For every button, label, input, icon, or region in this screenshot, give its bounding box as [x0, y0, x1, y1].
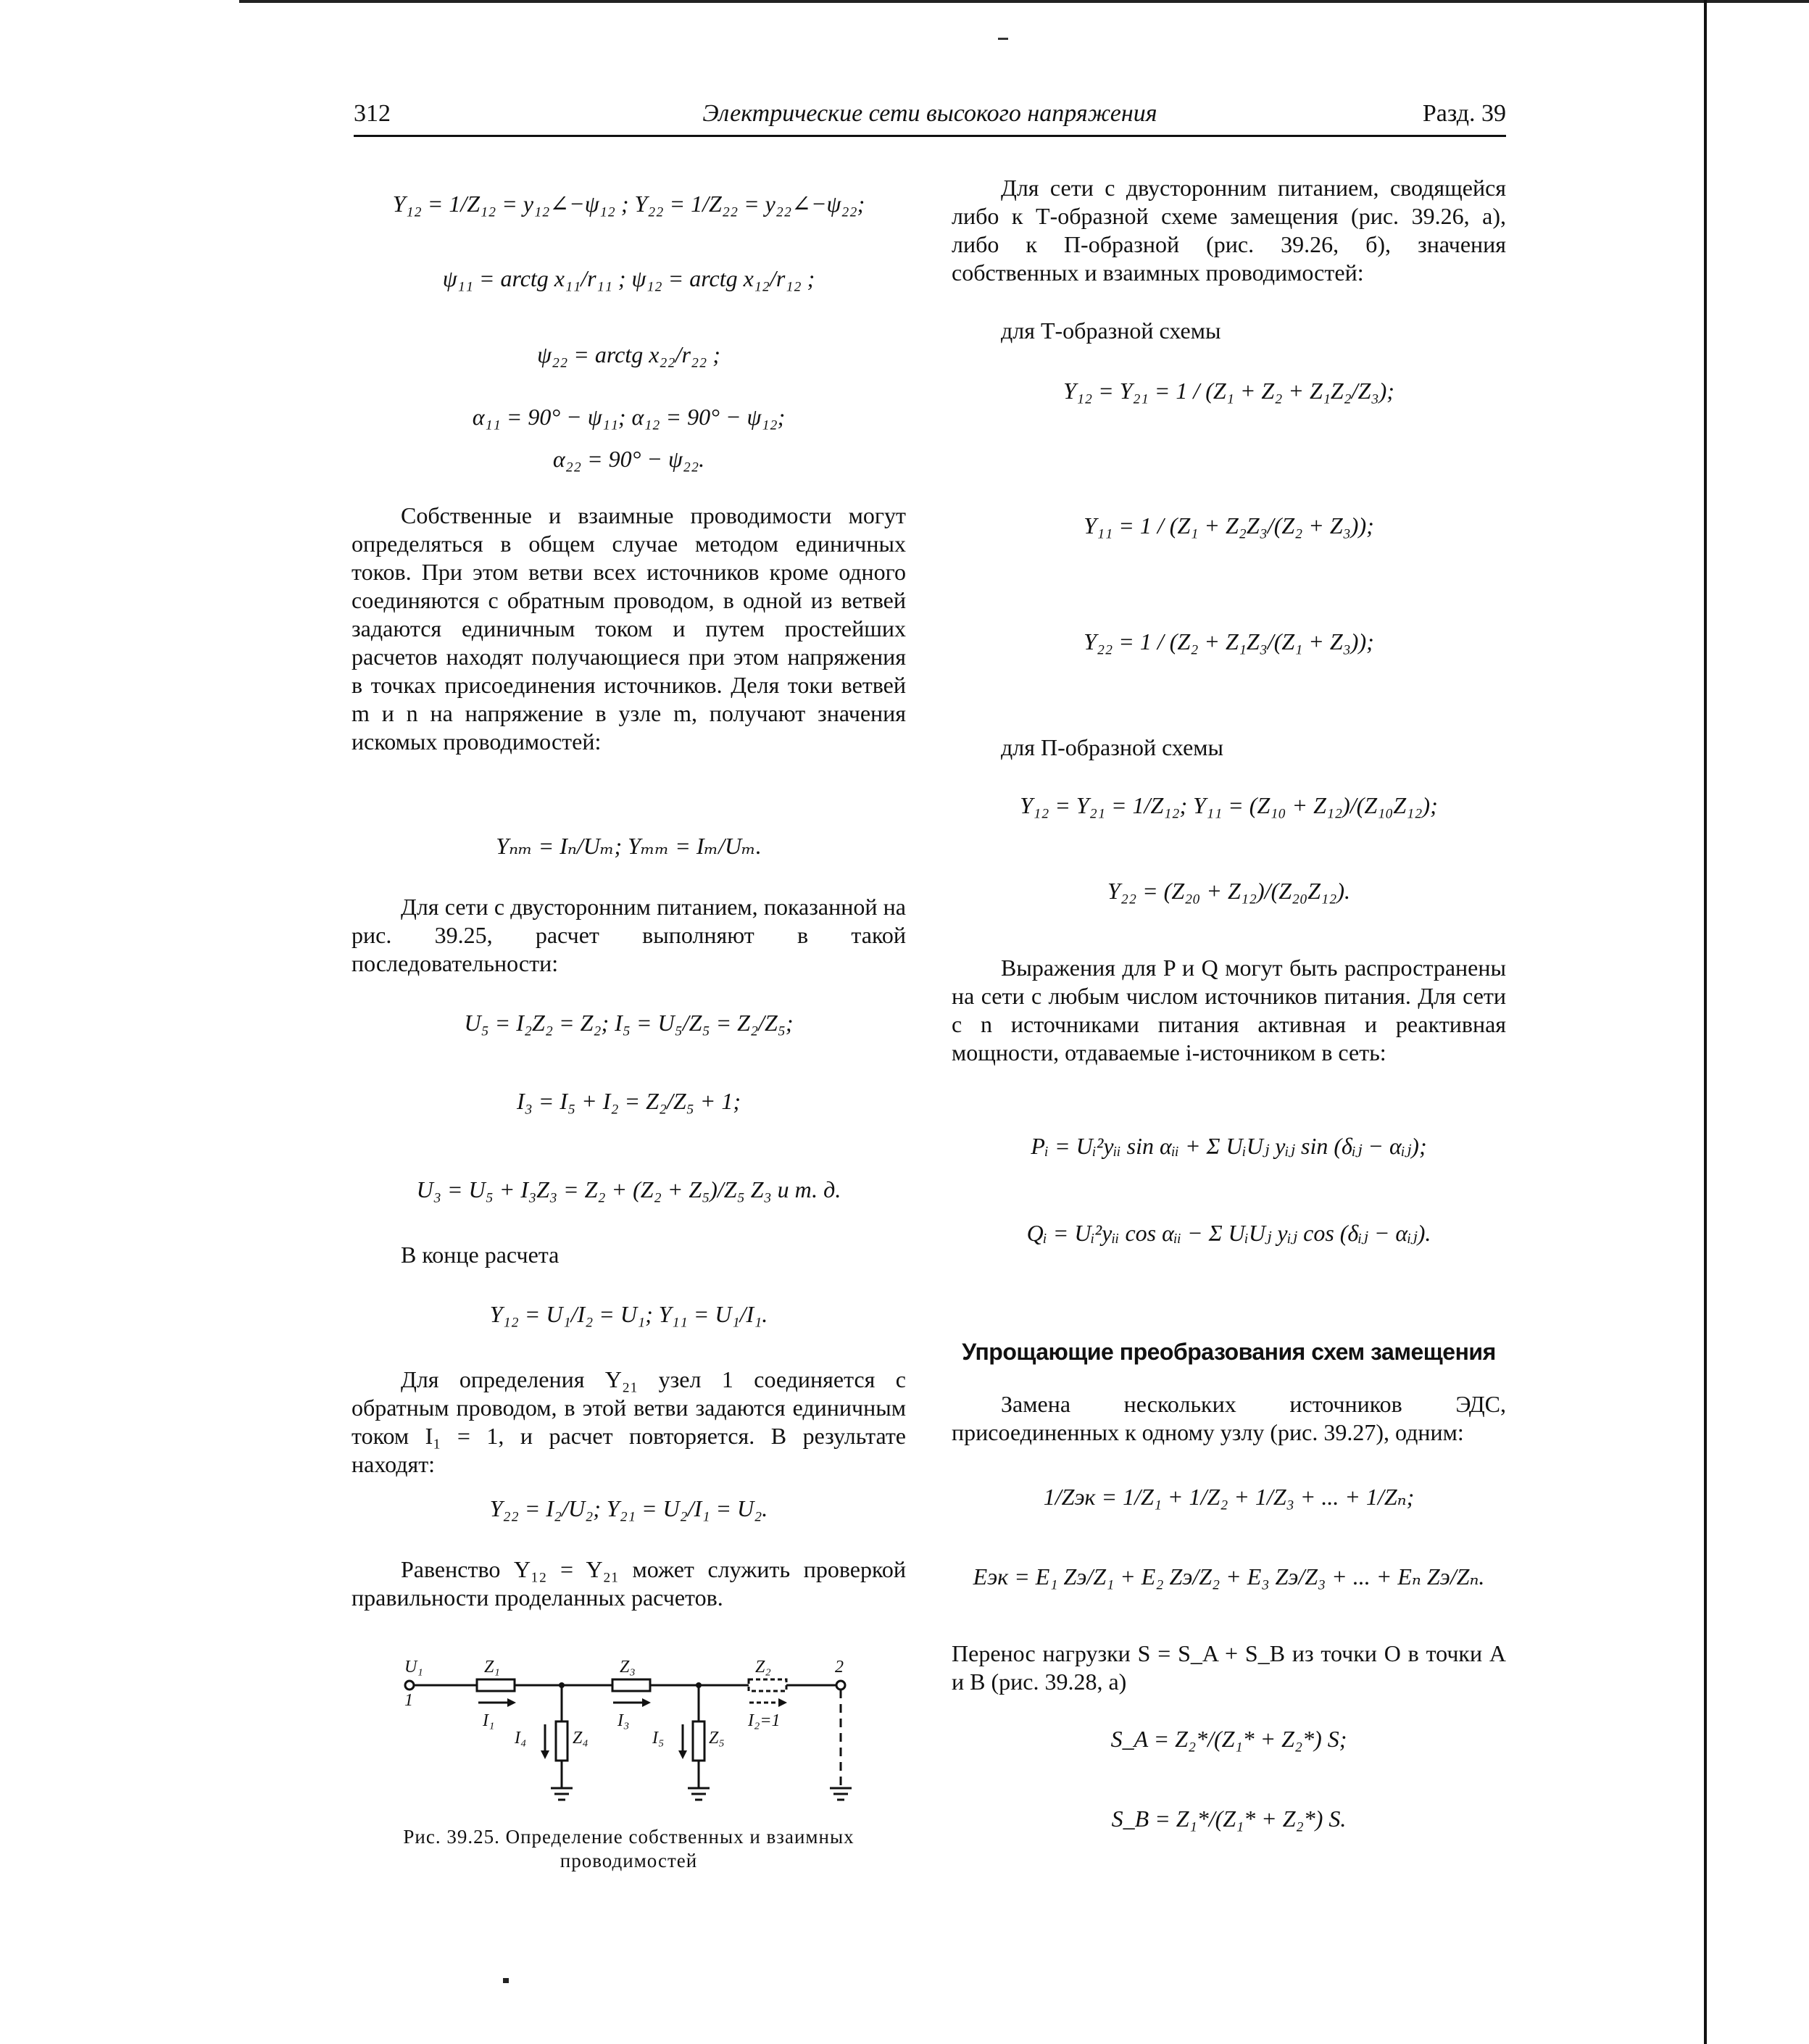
circuit-label: I₁ [483, 1711, 495, 1730]
formula-reactive-power: Qᵢ = Uᵢ²yᵢᵢ cos αᵢᵢ − Σ UᵢUⱼ yᵢⱼ cos (δᵢⱼ − αᵢⱼ). [1026, 1220, 1431, 1246]
formula-pi-y22: Y₂₂ = (Z₂₀ + Z₁₂)/(Z₂₀Z₁₂). [1107, 878, 1350, 904]
paragraph: для П-образной схемы [1001, 734, 1224, 760]
right-border-line [1704, 0, 1707, 2044]
formula-z-eq: 1/Zэк = 1/Z₁ + 1/Z₂ + 1/Z₃ + ... + 1/Zₙ; [1043, 1484, 1415, 1510]
page-number: 312 [354, 100, 391, 127]
running-head [354, 100, 1506, 133]
formula-pi-y12: Y₁₂ = Y₂₁ = 1/Z₁₂; Y₁₁ = (Z₁₀ + Z₁₂)/(Z₁₀Z₁₂); [1020, 792, 1438, 818]
circuit-label: Z₂ [755, 1658, 771, 1677]
circuit-label: I₃ [617, 1711, 630, 1730]
circuit-label: Z₄ [573, 1729, 589, 1748]
formula-y22: Y₂₂ = I₂/U₂; Y₂₁ = U₂/I₁ = U₂. [489, 1495, 768, 1521]
paragraph: Для сети с двусторонним питанием, показанной на рис. 39.25, расчет выполняют в такой последовательности: [352, 894, 906, 976]
formula-e-eq: Eэк = E₁ Zэ/Z₁ + E₂ Zэ/Z₂ + E₃ Zэ/Z₃ + ... + Eₙ Zэ/Zₙ. [973, 1563, 1485, 1590]
formula-i3: I₃ = I₅ + I₂ = Z₂/Z₅ + 1; [516, 1088, 741, 1114]
section-label: Разд. 39 [1422, 100, 1506, 127]
circuit-label: Z₁ [484, 1658, 500, 1677]
formula-active-power: Pᵢ = Uᵢ²yᵢᵢ sin αᵢᵢ + Σ UᵢUⱼ yᵢⱼ sin (δᵢⱼ − αᵢⱼ); [1031, 1133, 1427, 1159]
formula-t-y22: Y₂₂ = 1 / (Z₂ + Z₁Z₃/(Z₁ + Z₃)); [1084, 628, 1374, 655]
circuit-label: U₁ [404, 1658, 423, 1677]
formula-end: Y₁₂ = U₁/I₂ = U₁; Y₁₁ = U₁/I₁. [489, 1301, 768, 1327]
paragraph: Замена нескольких источников ЭДС, присоединенных к одному узлу (рис. 39.27), одним: [952, 1391, 1506, 1445]
paragraph: Для определения Y₂₁ узел 1 соединяется с обратным проводом, в этой ветви задаются единичным током I₁ = 1, и расчет повторяется. В результате находят: [352, 1366, 906, 1477]
top-border-line [239, 0, 1809, 3]
formula-sa: S_A = Z₂*/(Z₁* + Z₂*) S; [1110, 1726, 1347, 1752]
formula-t-y12: Y₁₂ = Y₂₁ = 1 / (Z₁ + Z₂ + Z₁Z₂/Z₃); [1063, 378, 1394, 404]
formula-u5: U₅ = I₂Z₂ = Z₂; I₅ = U₅/Z₅ = Z₂/Z₅; [464, 1010, 794, 1036]
figure-caption: Рис. 39.25. Определение собственных и взаимных проводимостей [403, 1826, 854, 1871]
formula-psi: ψ₁₁ = arctg x₁₁/r₁₁ ; ψ₁₂ = arctg x₁₂/r₁₂ ; [442, 265, 815, 291]
circuit-label: I₅ [652, 1729, 665, 1748]
circuit-label: I₄ [515, 1729, 527, 1748]
header-rule [354, 135, 1506, 137]
paragraph: Выражения для P и Q могут быть распространены на сети с любым числом источников питания. Для сети с n источниками питания активная и реактивная мощности, отдаваемые i-источником в сеть: [952, 955, 1506, 1065]
formula-u3: U₃ = U₅ + I₃Z₃ = Z₂ + (Z₂ + Z₅)/Z₅ Z₃ и т. д. [416, 1176, 841, 1202]
formula-alpha-2: α₂₂ = 90° − ψ₂₂. [552, 446, 705, 472]
formula-sb: S_B = Z₁*/(Z₁* + Z₂*) S. [1111, 1806, 1347, 1832]
paragraph: для Т-образной схемы [1001, 317, 1221, 344]
scan-mark [503, 1978, 509, 1983]
running-title: Электрические сети высокого напряжения [702, 100, 1157, 127]
scan-mark [998, 38, 1008, 40]
paragraph: Равенство Y₁₂ = Y₂₁ может служить проверкой правильности проделанных расчетов. [352, 1556, 906, 1611]
circuit-label: I₂=1 [748, 1711, 781, 1730]
paragraph: В конце расчета [401, 1242, 560, 1268]
circuit-diagram [391, 1656, 884, 1808]
paragraph: Перенос нагрузки S = S_A + S_B из точки O в точки A и B (рис. 39.28, а) [952, 1640, 1506, 1695]
formula-y12-y22: Y₁₂ = 1/Z₁₂ = y₁₂∠−ψ₁₂ ; Y₂₂ = 1/Z₂₂ = y₂₂∠−ψ₂₂; [392, 191, 865, 217]
circuit-label: Z₃ [620, 1658, 636, 1677]
formula-alpha-1: α₁₁ = 90° − ψ₁₁; α₁₂ = 90° − ψ₁₂; [472, 404, 786, 430]
circuit-label: 2 [835, 1658, 844, 1677]
formula-psi22: ψ₂₂ = arctg x₂₂/r₂₂ ; [537, 341, 720, 367]
circuit-label: 1 [404, 1691, 413, 1710]
paragraph: Для сети с двусторонним питанием, сводящейся либо к Т-образной схеме замещения (рис. 39.26, а), либо к П-образной (рис. 39.26, б), значения собственных и взаимных проводимостей: [952, 175, 1506, 286]
formula-ynm: Yₙₘ = Iₙ/Uₘ; Yₘₘ = Iₘ/Uₘ. [496, 833, 762, 859]
paragraph: Собственные и взаимные проводимости могут определяться в общем случае методом единичных токов. При этом ветви всех источников кроме одного соединяются с обратным проводом, в одной из ветвей задаются единичным током и путем простейших расчетов находят получающиеся при этом напряжения в точках присоединения источников. Деля токи ветвей m и n на напряжение в узле m, получают значения искомых проводимостей: [352, 502, 906, 755]
section-heading: Упрощающие преобразования схем замещения [962, 1339, 1496, 1365]
circuit-label: Z₅ [709, 1729, 725, 1748]
formula-t-y11: Y₁₁ = 1 / (Z₁ + Z₂Z₃/(Z₂ + Z₃)); [1084, 512, 1374, 539]
